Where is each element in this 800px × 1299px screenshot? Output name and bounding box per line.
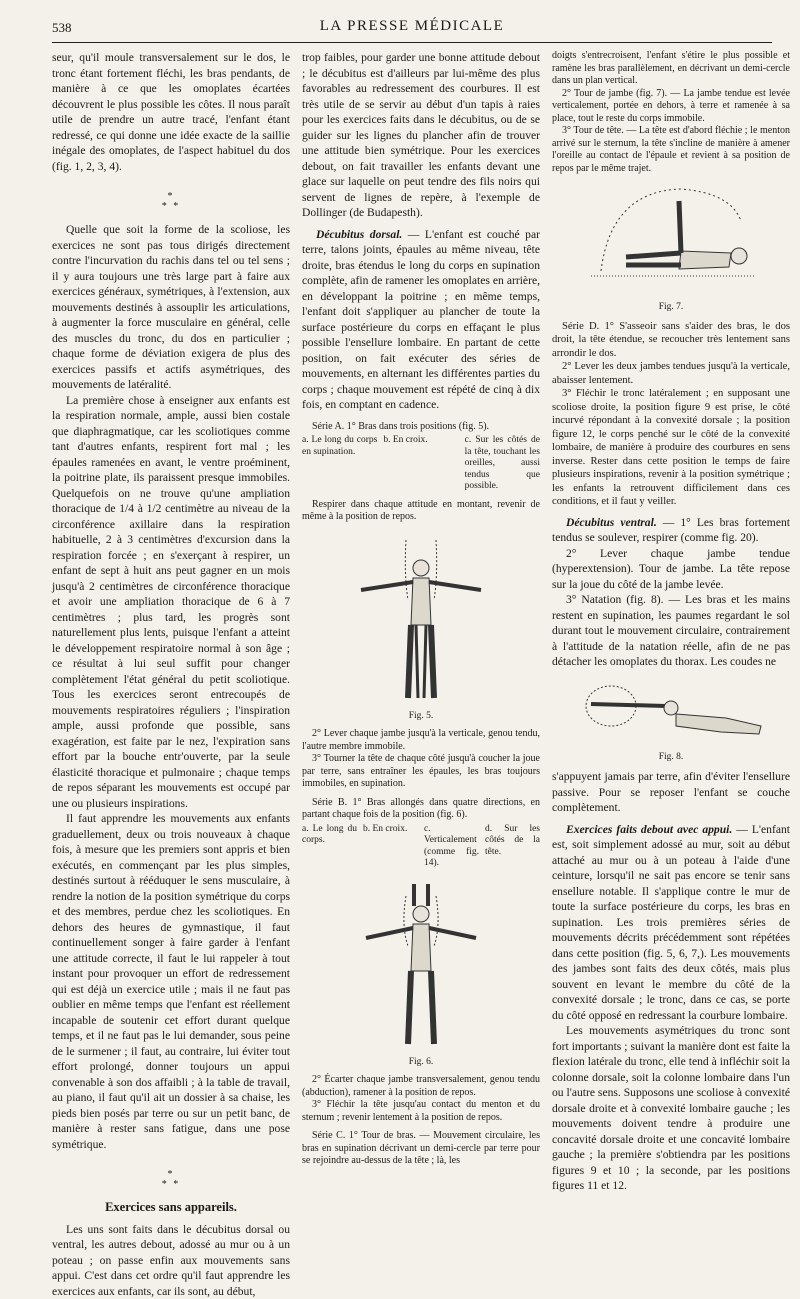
paragraph: — L'enfant est, soit simplement adossé au mur, soit au début attaché au mur ou à un poteau à l'aide d'une ceinture, lorsqu'il ne sait pas encore se tenir sans ensellure notable. Il s'applique contre le mur de toute la surface postérieure du corps, les bras en supination. Les trois premières séries de mouvements décrits précédemment sont répétées dans cette position (fig. 5, 6, 7,). Les mouvements des jambes sont faits des deux côtés, mais plus souvent en levant le membre du côté de la convexité dorsale ; le tronc, dans ce cas, se porte du côté opposé en redressant la courbure lombaire. [552,823,790,1022]
page-number: 538 [52,20,72,36]
figure-5 [302,530,540,725]
paragraph: 3° Natation (fig. 8). — Les bras et les mains restent en supination, les paumes regardant le sol durant tout le mouvement circulaire, contrairement à l'attitude de la natation réelle, afin de ne pas détacher les omoplates du thorax. Les coudes ne [552,592,790,670]
paragraph: Les uns sont faits dans le décubitus dorsal ou ventral, les autres debout, adossé au mur ou à un poteau ; on passe enfin aux mouvements sans appui. C'est dans cet ordre qu'il faut apprendre les exercices aux enfants, car ils sont, au début, [52,1222,290,1299]
paragraph: La première chose à enseigner aux enfants est la respiration normale, ample, aussi bien costale que diaphragmatique, car les scoliotiques comme tant d'autres enfants, respirent fort mal ; les épaules ramenées en avant, le ventre proéminent, la poitrine plate, ils paraissent presque immobiles. Quelquefois on ne trouve qu'une ampliation thoracique de 1/4 à 1/2 centimètre au niveau de la circonférence axillaire dans la respiration habituelle, 2 à 3 centimètres d'excursion dans la respiration forcée ; en s'exerçant à respirer, un enfant de sept à huit ans peut gagner en un mois jusqu'à 2 centimètres de circonférence thoracique et avoir une ampliation thoracique de 6 à 7 centimètres ; plus tard, les progrès sont naturellement plus lents, puisque l'enfant a atteint le développement respiratoire normal à son âge ; ce résultat à lui seul suffit pour changer complètement l'état général du petit scoliotique. Tous les exercices seront entrecoupés de mouvements respiratoires réguliers ; l'inspiration ample, aussi profonde que possible, sans exagération, est faite par le nez, l'expiration sans effort par la bouche entr'ouverte, par la seule élasticité thoracique et pulmonaire ; chaque temps de repos séparant les mouvements est occupé par une ou plusieurs inspirations. [52,393,290,812]
subsection-heading: Exercices faits debout avec appui. [566,823,732,836]
paragraph: Il faut apprendre les mouvements aux enfants graduellement, deux ou trois nouveaux à chaque fois, à mesure que les premiers sont appris et bien exécutés, en commençant par les plus simples, destinés surtout à rééduquer le sens musculaire, à rendre la notion de la position symétrique du corps et des membres, perdue chez les scoliotiques. En dehors des heures de gymnastique, il faut continuellement songer à faire garder à l'enfant une attitude correcte, il faut le lui rappeler à tout instant pour provoquer un effort de redressement qui est déjà un exercice utile ; mais il ne faut pas oublier en même temps que l'enfant est réellement incapable de soutenir cet effort durant quelque temps, et il ne faut pas le lui demander, sous peine de le surmener ; il faut, au contraire, lui éviter tout effort prolongé, donner toujours un appui convenable à son dos affaibli ; à la table de travail, au piano, il faut qu'il ait un dossier à sa chaise, les pieds bien posés par terre ou sur un petit banc, de manière à rester sans fatigue, dans une pose symétrique. [52,811,290,1152]
option-b: b. En croix. [363,824,418,870]
subsection-heading: Décubitus dorsal. [316,228,402,241]
column-3 [552,50,790,1194]
figure-8 [552,676,790,766]
option-d: d. Sur les côtés de la tête. [485,824,540,870]
paragraph: Les mouvements asymétriques du tronc sont fort importants ; suivant la manière dont est faite la flexion latérale du tronc, elle tend à infléchir soit la colonne dorsale, soit la colonne lombaire dans l'un ou l'autre sens. Supposons une scoliose à convexité dorsale droite et à convexité lombaire gauche ; les mouvements doivent tendre à produire une concavité dorsale droite et une concavité lombaire gauche ; la première s'obtiendra par les positions figures 9 et 10 ; la seconde, par les positions figures 11 et 12. [552,1023,790,1194]
section-title: Exercices sans appareils. [52,1200,290,1216]
figure-5-illustration [346,530,496,705]
figure-7-illustration [571,181,771,296]
option-c: c. Sur les côtés de la tête, touchant les oreilles, aussi tendus que possible. [465,435,540,493]
paragraph: — 1° Les bras fortement tendus se soulever, respirer (comme fig. 20). [552,516,790,545]
series-options [302,824,540,870]
column-1 [52,50,290,1299]
paragraph: 2° Lever les deux jambes tendues jusqu'à la verticale, abaisser lentement. [552,360,790,387]
journal-title: LA PRESSE MÉDICALE [52,18,772,35]
paragraph: seur, qu'il moule transversalement sur le dos, le tronc étant fortement fléchi, les bras pendants, de manière à ce que les omoplates écartées découvrent le plus possible les côtes. Il nous paraît utile de prendre un autre tracé, l'enfant étant redressé, ce qui donne une idée exacte de la saillie inégale des omoplates, de l'aspect habituel du dos (fig. 1, 2, 3, 4). [52,50,290,174]
figure-caption: Fig. 5. [302,709,540,725]
paragraph: trop faibles, pour garder une bonne attitude debout ; le décubitus est d'ailleurs par lui-même des plus favorables au redressement des courbures. Il est très utile de se servir au début d'un tapis à raies pour les exercices faits dans le décubitus, ou de se guider sur les lignes du plancher afin de trouver une attitude bien symétrique. Pour les exercices debout, on fait travailler les enfants devant une glace sur laquelle on peut tendre des fils noirs qui servent de lignes de repère, à l'exemple de Dollinger (de Budapesth). [302,50,540,221]
series-heading: Série A. 1° Bras dans trois positions (fig. 5). [302,421,540,434]
instruction: Respirer dans chaque attitude en montant, revenir de même à la position de repos. [302,499,540,524]
section-divider: * * * [52,1170,290,1190]
series-heading: Série C. 1° Tour de bras. — Mouvement circulaire, les bras en supination décrivant un demi-cercle par terre pour se rejoindre au-dessus de la tête ; là, les [302,1130,540,1168]
page-header [52,18,772,43]
figure-6-illustration [346,876,496,1051]
figure-caption: Fig. 8. [552,750,790,766]
option-c: c. Verticalement (comme fig. 14). [424,824,479,870]
section-divider: * * * [52,192,290,212]
figure-6 [302,876,540,1071]
paragraph: doigts s'entrecroisent, l'enfant s'étire le plus possible et ramène les bras parallèlement, en décrivant un demi-cercle dans un plan vertical. [552,50,790,88]
paragraph: 2° Lever chaque jambe jusqu'à la verticale, genou tendu, l'autre membre immobile. [302,728,540,753]
paragraph: Quelle que soit la forme de la scoliose, les exercices ne sont pas tous dirigés directement contre l'incurvation du rachis dans tel ou tel sens ; il y aura toujours une très large part à faire aux exercices généraux, symétriques, à l'extension, aux mouvements destinés à assouplir les articulations, à augmenter la force musculaire en général, celle des muscles du tronc, du dos en particulier ; chaque forme de déviation exigera de plus des exercices passifs et actifs asymétriques, des mouvements de latéralité. [52,222,290,393]
series-heading: Série D. 1° S'asseoir sans s'aider des bras, le dos droit, la tête étendue, se recoucher très lentement sans arrondir le dos. [552,320,790,361]
figure-caption: Fig. 7. [552,300,790,316]
series-options [302,435,540,493]
paragraph: 2° Tour de jambe (fig. 7). — La jambe tendue est levée verticalement, portée en dehors, à terre et ramenée à sa place, tout le reste du corps immobile. [552,88,790,126]
paragraph: 3° Fléchir la tête jusqu'au contact du menton et du sternum ; revenir lentement à la position de repos. [302,1099,540,1124]
column-2 [302,50,540,1168]
figure-8-illustration [571,676,771,746]
paragraph: 3° Tour de tête. — La tête est d'abord fléchie ; le menton arrivé sur le sternum, la tête s'incline de manière à amener l'oreille au contact de l'épaule et revient à sa position de repos par le même trajet. [552,125,790,175]
paragraph: 2° Écarter chaque jambe transversalement, genou tendu (abduction), ramener à la position de repos. [302,1074,540,1099]
paragraph: 3° Tourner la tête de chaque côté jusqu'à coucher la joue par terre, sans entraîner les épaules, les bras toujours immobiles, en supination. [302,753,540,791]
paragraph: — L'enfant est couché par terre, talons joints, épaules au même niveau, tête droite, bras étendus le long du corps en supination complète, afin de ramener les omoplates en arrière, en développant la poitrine ; en même temps, l'enfant doit s'appliquer au plancher de toute la surface postérieure du corps en effaçant le plus possible l'ensellure lombaire. En partant de cette position, on fait exécuter des séries de mouvements, en alternant les différentes parties du corps ; chaque mouvement est répété de cinq à dix fois, en comptant en cadence. [302,228,540,412]
option-a: a. Le long du corps en supination. [302,435,377,493]
paragraph: 2° Lever chaque jambe tendue (hyperextension). Tour de jambe. La tête repose sur la joue du côté de la jambe levée. [552,546,790,593]
figure-caption: Fig. 6. [302,1055,540,1071]
paragraph: s'appuyent jamais par terre, afin d'éviter l'ensellure passive. Pour se reposer l'enfant se couche complètement. [552,769,790,816]
figure-7 [552,181,790,316]
option-b: b. En croix. [383,435,458,493]
paragraph: 3° Fléchir le tronc latéralement ; en supposant une scoliose droite, la position figure 9 est prise, le côté incurvé répondant à la convexité dorsale ; la position figure 12, le corps penché sur le côté de la convexité lombaire, de manière à produire des courbures en sens inverse. Rester dans cette position le temps de faire plusieurs inspirations, revenir à la position symétrique ; les enfants la retrouvent difficilement dans ces conditions, et il faut y veiller. [552,387,790,509]
option-a: a. Le long du corps. [302,824,357,870]
subsection-heading: Décubitus ventral. [566,516,657,529]
series-heading: Série B. 1° Bras allongés dans quatre directions, en partant chaque fois de la position (fig. 6). [302,797,540,822]
